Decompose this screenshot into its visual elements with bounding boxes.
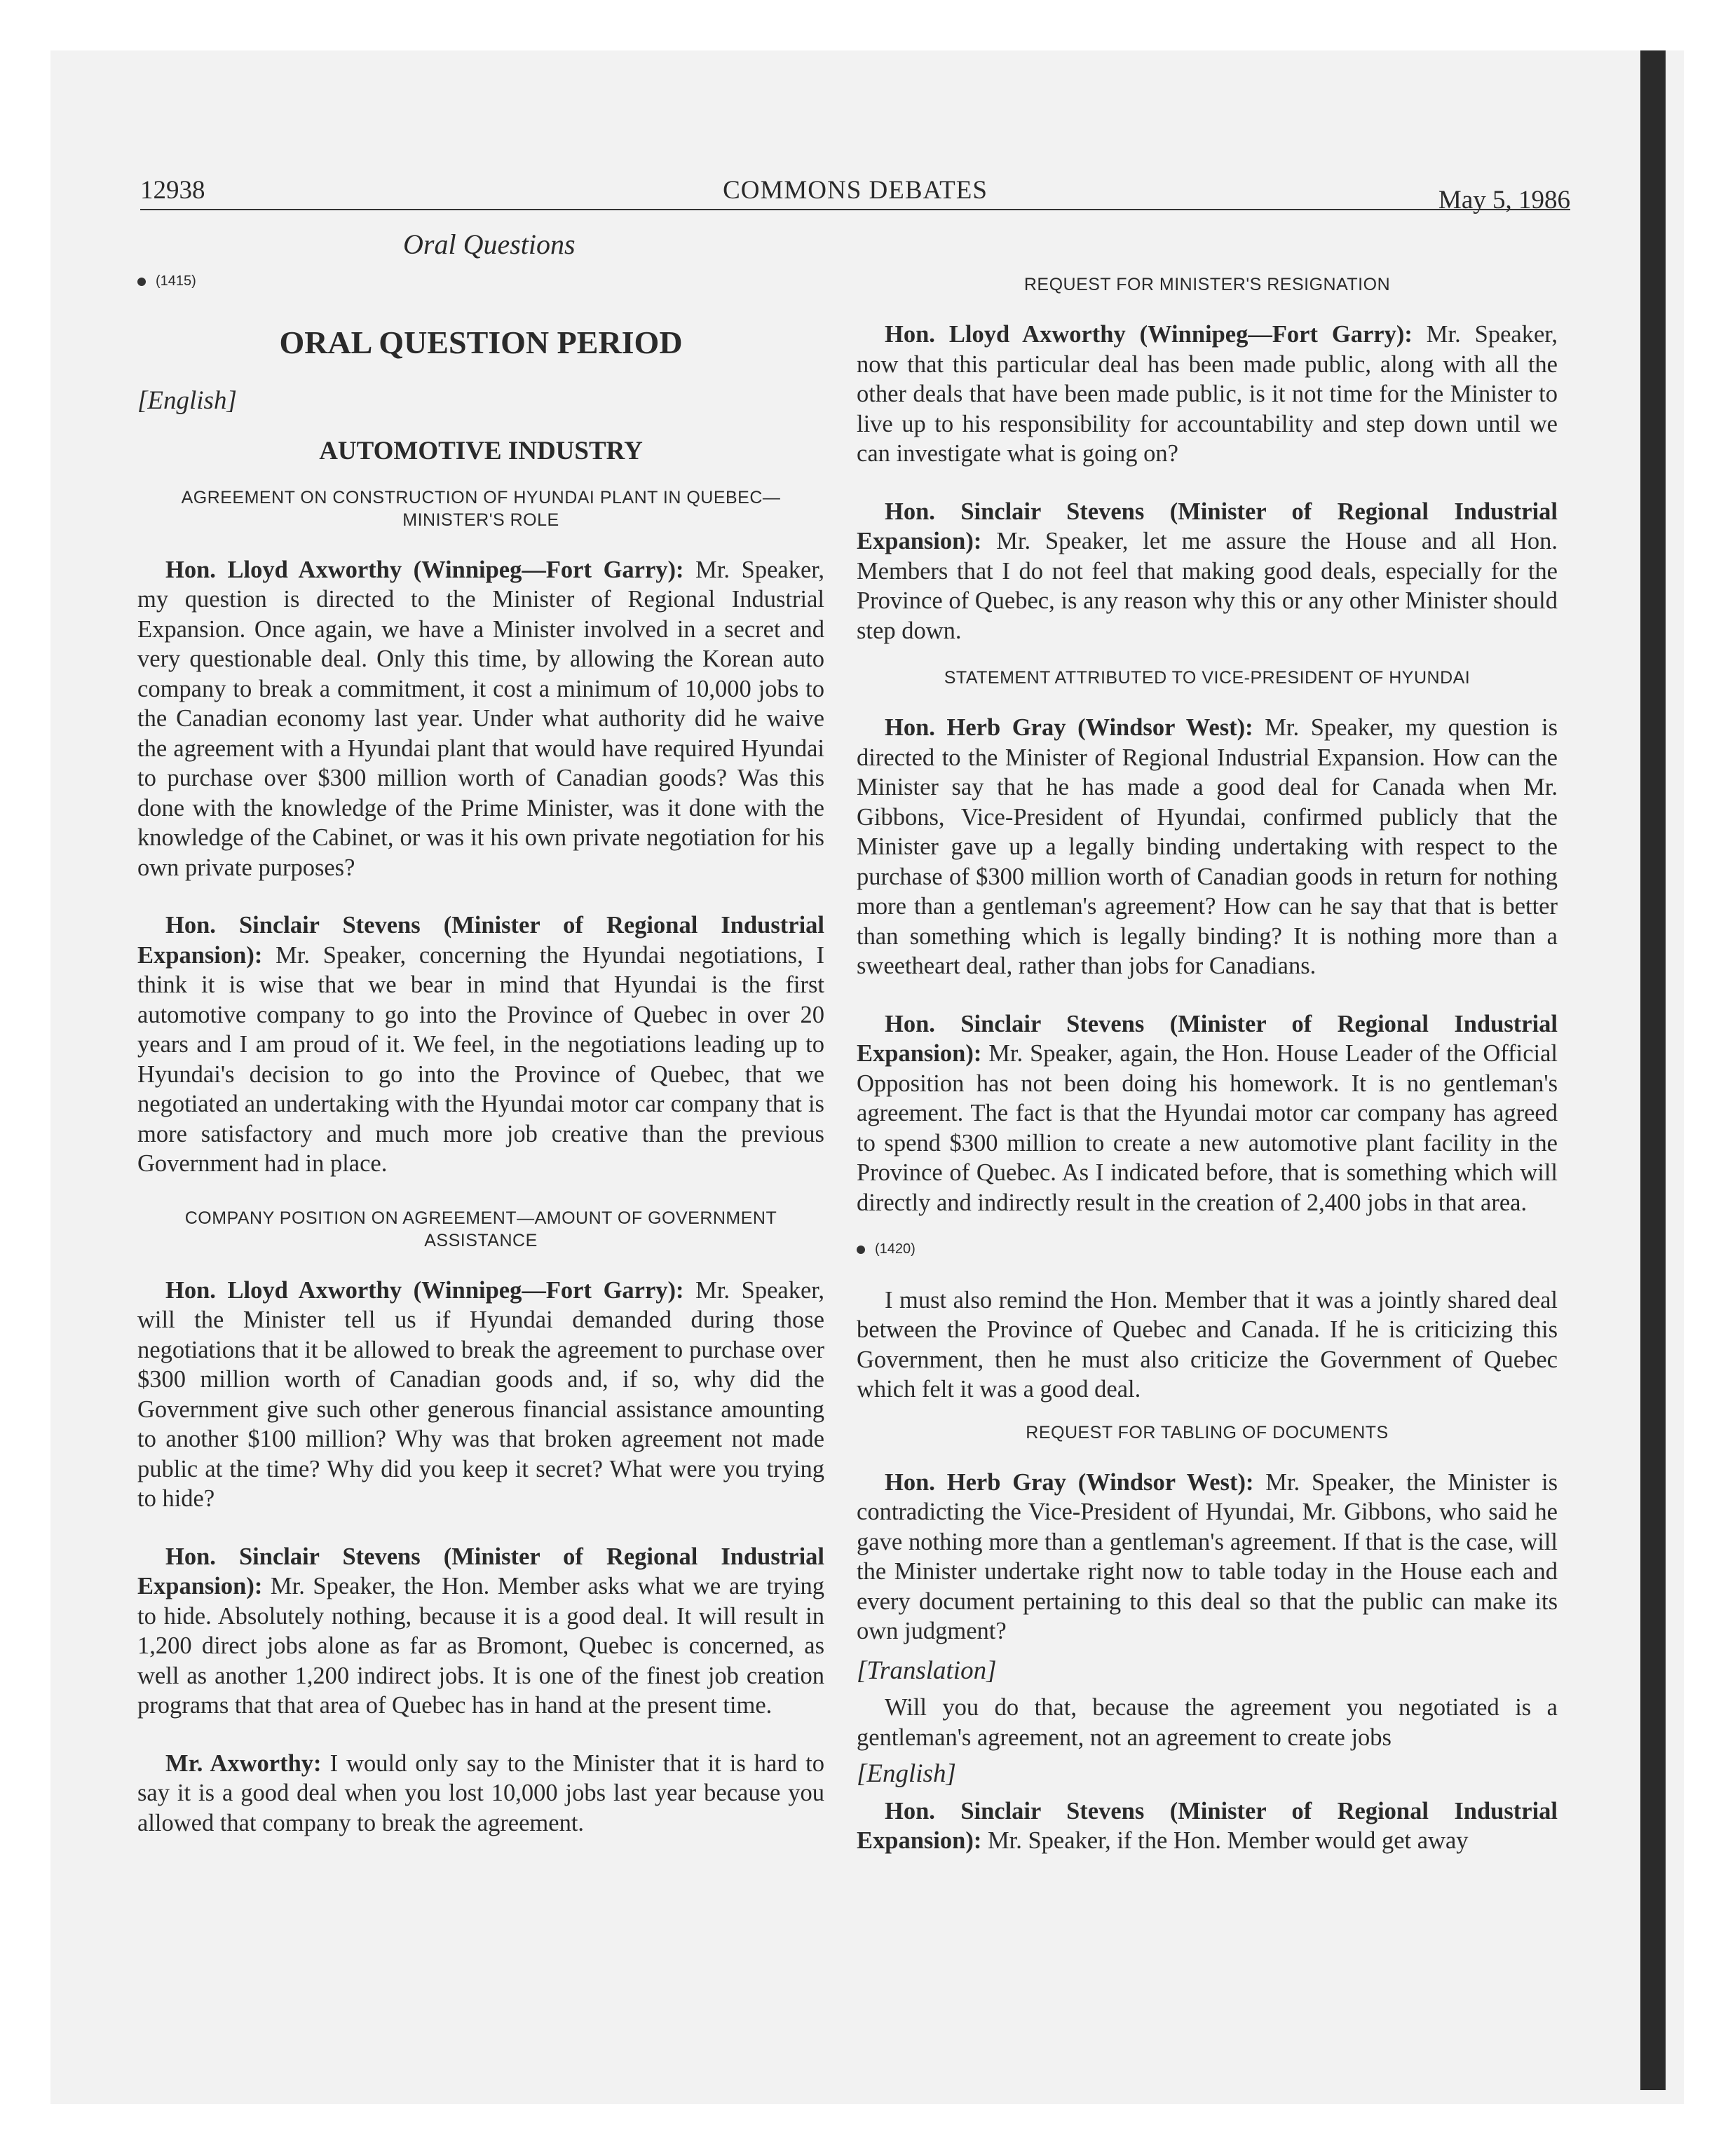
speech-paragraph (857, 1468, 1558, 1646)
speech-paragraph (857, 320, 1558, 469)
running-subtitle: Oral Questions (403, 228, 576, 260)
page-number: 12938 (140, 176, 205, 205)
speech-text: Will you do that, because the agreement you negotiated is a gentleman's agreement, not an agreement to create jobs (857, 1694, 1558, 1751)
scan-edge-bar (1640, 50, 1666, 2090)
speaker-name: Hon. Lloyd Axworthy (Winnipeg—Fort Garry): (885, 321, 1413, 348)
speech-paragraph (137, 910, 824, 1179)
speech-text: Mr. Speaker, my question is directed to the Minister of Regional Industrial Expansion. How can the Minister say that he has made a good deal for Canada when Mr. Gibbons, Vice-President of Hyundai, confirmed publicly that the Minister gave up a legally binding undertaking with respect to the purchase of $300 million worth of Canadian goods in return for nothing more than a gentleman's agreement? How can he say that that is better than something which is legally binding? It is nothing more than a sweetheart deal, rather than jobs for Canadians. (857, 714, 1558, 979)
speech-text: Mr. Speaker, the Hon. Member asks what we are trying to hide. Absolutely nothing, because it is a good deal. It will result in 1,200 direct jobs alone as far as Bromont, Quebec is concerned, as well as another 1,200 indirect jobs. It is one of the finest job creation programs that that area of Quebec has in hand at the present time. (137, 1573, 824, 1719)
speaker-name: Mr. Axworthy: (165, 1749, 322, 1777)
time-marker-label: (1420) (875, 1241, 916, 1257)
speech-text: Mr. Speaker, will the Minister tell us if Hyundai demanded during those negotiations that it be allowed to break the agreement to purchase over $300 million worth of Canadian goods and, if so, why did the Government give such other generous financial assistance amounting to another $100 million? Why was that broken agreement not made public at the time? Why did you keep it secret? What were you trying to hide? (137, 1276, 824, 1512)
speech-text: Mr. Speaker, my question is directed to the Minister of Regional Industrial Expansion. Once again, we have a Minister involved in a secret and very questionable deal. Only this time, by allowing the Korean auto company to break a commitment, it cost a minimum of 10,000 jobs to the Canadian economy last year. Under what authority did he waive the agreement with a Hyundai plant that would have required Hyundai to purchase over $300 million worth of Canadian goods? Was this done with the knowledge of the Prime Minister, was it done with the knowledge of the Cabinet, or was it his own private negotiation for his own private purposes? (137, 556, 824, 881)
speech-paragraph (857, 1009, 1558, 1218)
speech-text: Mr. Speaker, let me assure the House and all Hon. Members that I do not feel that making good deals, especially for the Province of Quebec, is any reason why this or any other Minister should step down. (857, 528, 1558, 644)
speech-paragraph (137, 1542, 824, 1721)
speaker-name: Hon. Lloyd Axworthy (Winnipeg—Fort Garry): (165, 556, 684, 583)
subsection-heading: STATEMENT ATTRIBUTED TO VICE-PRESIDENT OF HYUNDAI (944, 668, 1471, 688)
publication-title: COMMONS DEBATES (723, 176, 988, 205)
speech-text: Mr. Speaker, again, the Hon. House Leader of the Official Opposition has not been doing his homework. It is no gentleman's agreement. The fact is that the Hyundai motor car company has agreed to spend $300 million to create a new automotive plant facility in the Province of Quebec. As I indicated before, that is something which will directly and indirectly result in the creation of 2,400 jobs in that area. (857, 1040, 1558, 1216)
speech-text: I must also remind the Hon. Member that it was a jointly shared deal between the Province of Quebec and Canada. If he is criticizing this Government, then he must also criticize the Government of Quebec which felt it was a good deal. (857, 1286, 1558, 1403)
speaker-name: Hon. Sinclair Stevens (Minister of Regional Industrial Expansion): (137, 912, 824, 969)
subsection-heading: COMPANY POSITION ON AGREEMENT—AMOUNT OF GOVERNMENT ASSISTANCE (184, 1208, 777, 1250)
speech-paragraph (857, 1693, 1558, 1752)
speaker-name: Hon. Sinclair Stevens (Minister of Regional Industrial Expansion): (857, 1797, 1558, 1854)
subsection-heading: REQUEST FOR TABLING OF DOCUMENTS (1026, 1422, 1389, 1442)
left-column (137, 266, 824, 1866)
speech-paragraph (857, 713, 1558, 981)
speaker-name: Hon. Herb Gray (Windsor West): (885, 1468, 1254, 1496)
topic-heading: AUTOMOTIVE INDUSTRY (319, 437, 643, 465)
speech-paragraph (137, 555, 824, 883)
bullet-dot (137, 278, 146, 286)
speech-text: Mr. Speaker, if the Hon. Member would get away (981, 1827, 1469, 1854)
speaker-name: Hon. Sinclair Stevens (Minister of Regional Industrial Expansion): (137, 1543, 824, 1599)
speech-paragraph (857, 1285, 1558, 1405)
language-tag: [Translation] (857, 1656, 997, 1685)
speech-paragraph (857, 1796, 1558, 1856)
speaker-name: Hon. Lloyd Axworthy (Winnipeg—Fort Garry): (165, 1276, 684, 1304)
time-marker (137, 266, 824, 296)
publication-date: May 5, 1986 (1438, 186, 1570, 214)
language-tag: [English] (137, 386, 237, 415)
time-marker (857, 1234, 1558, 1264)
speaker-name: Hon. Sinclair Stevens (Minister of Regional Industrial Expansion): (857, 1010, 1558, 1067)
speaker-name: Hon. Herb Gray (Windsor West): (885, 714, 1253, 741)
language-tag: [English] (857, 1759, 956, 1788)
subsection-heading: AGREEMENT ON CONSTRUCTION OF HYUNDAI PLANT IN QUEBEC—MINISTER'S ROLE (181, 487, 781, 530)
bullet-dot (857, 1246, 865, 1254)
time-marker-label: (1415) (156, 273, 196, 289)
speech-text: Mr. Speaker, now that this particular deal has been made public, along with all the other deals that have been made public, is it not time for the Minister to live up to his responsibility for accountability and step down until we can investigate what is going on? (857, 321, 1558, 467)
speech-paragraph (857, 497, 1558, 646)
speech-text: I would only say to the Minister that it is hard to say it is a good deal when you lost 10,000 jobs last year because you allowed that company to break the agreement. (137, 1749, 824, 1836)
section-title: ORAL QUESTION PERIOD (279, 324, 683, 360)
right-column (857, 266, 1558, 1884)
header-rule (140, 209, 1570, 210)
speaker-name: Hon. Sinclair Stevens (Minister of Regional Industrial Expansion): (857, 498, 1558, 554)
speech-text: Mr. Speaker, the Minister is contradicting the Vice-President of Hyundai, Mr. Gibbons, who said he gave nothing more than a gentleman's agreement. If that is the case, will the Minister undertake right now to table today in the House each and every document pertaining to this deal so that the public can make its own judgment? (857, 1468, 1558, 1644)
speech-paragraph (137, 1749, 824, 1838)
speech-paragraph (137, 1276, 824, 1514)
speech-text: Mr. Speaker, concerning the Hyundai negotiations, I think it is wise that we bear in mind that Hyundai is the first automotive company to go into the Province of Quebec in over 20 years and I am proud of it. We feel, in the negotiations leading up to Hyundai's decision to go into the Province of Quebec, that we negotiated an undertaking with the Hyundai motor car company that is more satisfactory and much more job creative than the previous Government had in place. (137, 941, 824, 1177)
subsection-heading: REQUEST FOR MINISTER'S RESIGNATION (1023, 275, 1391, 294)
